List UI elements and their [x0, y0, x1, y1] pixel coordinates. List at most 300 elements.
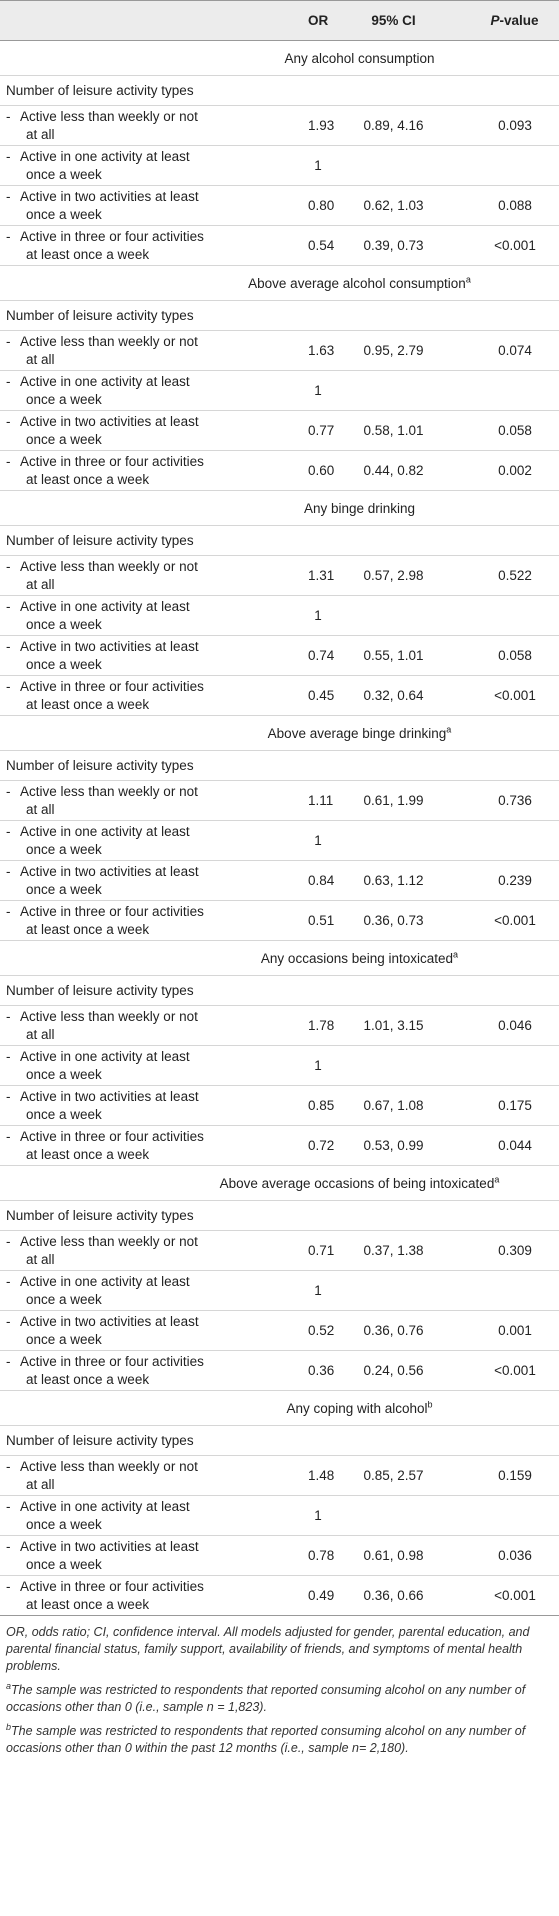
model-title-row	[0, 941, 559, 976]
row-dash: -	[6, 1578, 11, 1594]
odds-ratio-cell: 1	[266, 1046, 328, 1086]
table-row	[0, 781, 559, 821]
odds-ratio-cell: 0.77	[266, 411, 328, 451]
model-title-text: Any alcohol consumption	[284, 50, 435, 66]
table-row	[0, 901, 559, 941]
p-value-cell: 0.093	[459, 106, 559, 146]
table-row	[0, 1126, 559, 1166]
model-title-row	[0, 1166, 559, 1201]
table-row	[0, 1351, 559, 1391]
model-title-text: Any occasions being intoxicated	[260, 951, 454, 967]
p-value-cell: 0.046	[459, 1006, 559, 1046]
model-title	[286, 1401, 432, 1416]
confidence-interval-cell: 0.58, 1.01	[328, 411, 459, 451]
p-value-cell: 0.002	[459, 451, 559, 491]
p-value-cell	[459, 821, 559, 861]
table-row	[0, 1496, 559, 1536]
row-label	[0, 1271, 266, 1311]
row-label-line1	[6, 1233, 266, 1251]
row-label-line2: once a week	[26, 841, 102, 857]
row-dash: -	[6, 1353, 11, 1369]
row-label-line2: at all	[26, 576, 55, 592]
confidence-interval-cell: 0.89, 4.16	[328, 106, 459, 146]
row-label-line2: once a week	[26, 1516, 102, 1532]
p-value-cell: 0.044	[459, 1126, 559, 1166]
row-label-line1-text: Active in one activity at least	[20, 1048, 190, 1064]
table-body	[0, 41, 559, 1616]
row-label-line1-text: Active in two activities at least	[20, 1313, 199, 1329]
row-label-line1	[6, 678, 266, 696]
header-empty-cell	[0, 1, 266, 41]
row-group-label: Number of leisure activity types	[0, 76, 559, 106]
row-label	[0, 146, 266, 186]
row-label-line2: once a week	[26, 166, 102, 182]
model-title-cell	[0, 1391, 559, 1426]
p-value-cell: 0.309	[459, 1231, 559, 1271]
odds-ratio-cell: 1	[266, 596, 328, 636]
row-label	[0, 106, 266, 146]
model-title	[261, 951, 458, 966]
row-label-line1-text: Active in three or four activities	[20, 1353, 204, 1369]
p-value-cell	[459, 146, 559, 186]
row-label-line1-text: Active in three or four activities	[20, 453, 204, 469]
row-dash: -	[6, 678, 11, 694]
row-label-line1-text: Active less than weekly or not	[20, 108, 198, 124]
row-label-line1-text: Active in two activities at least	[20, 413, 199, 429]
row-label	[0, 451, 266, 491]
p-value-cell: 0.001	[459, 1311, 559, 1351]
model-title-row	[0, 491, 559, 526]
row-dash: -	[6, 1128, 11, 1144]
confidence-interval-cell: 0.57, 2.98	[328, 556, 459, 596]
table-row	[0, 226, 559, 266]
p-value-cell: 0.058	[459, 636, 559, 676]
confidence-interval-cell: 0.24, 0.56	[328, 1351, 459, 1391]
row-label	[0, 1086, 266, 1126]
row-label-line1	[6, 558, 266, 576]
table-row	[0, 596, 559, 636]
row-label-line1	[6, 1458, 266, 1476]
row-dash: -	[6, 783, 11, 799]
model-title-row	[0, 266, 559, 301]
row-label	[0, 636, 266, 676]
row-label	[0, 1006, 266, 1046]
row-label	[0, 596, 266, 636]
row-label-line2: once a week	[26, 1291, 102, 1307]
p-value-cell: 0.058	[459, 411, 559, 451]
row-dash: -	[6, 333, 11, 349]
odds-ratio-cell: 0.72	[266, 1126, 328, 1166]
confidence-interval-cell	[328, 146, 459, 186]
table-row	[0, 186, 559, 226]
row-dash: -	[6, 1233, 11, 1249]
header-p-value	[459, 1, 559, 41]
odds-ratio-cell: 0.51	[266, 901, 328, 941]
confidence-interval-cell: 0.62, 1.03	[328, 186, 459, 226]
confidence-interval-cell	[328, 821, 459, 861]
row-label-line1-text: Active less than weekly or not	[20, 558, 198, 574]
row-label-line1-text: Active in three or four activities	[20, 678, 204, 694]
row-label	[0, 1536, 266, 1576]
model-title-text: Any binge drinking	[303, 500, 416, 516]
table-footnotes	[0, 1616, 559, 1757]
footnote-b-mark: b	[6, 1722, 12, 1733]
row-label-line1-text: Active less than weekly or not	[20, 1008, 198, 1024]
confidence-interval-cell	[328, 1496, 459, 1536]
row-dash: -	[6, 1048, 11, 1064]
row-dash: -	[6, 638, 11, 654]
p-value-cell: 0.736	[459, 781, 559, 821]
confidence-interval-cell: 0.36, 0.73	[328, 901, 459, 941]
model-title-cell	[0, 41, 559, 76]
model-title-cell	[0, 941, 559, 976]
row-label	[0, 676, 266, 716]
header-p-italic: P	[490, 13, 500, 28]
confidence-interval-cell	[328, 371, 459, 411]
row-label-line2: once a week	[26, 1331, 102, 1347]
table-row	[0, 861, 559, 901]
row-label	[0, 331, 266, 371]
confidence-interval-cell: 0.61, 0.98	[328, 1536, 459, 1576]
p-value-cell: <0.001	[459, 901, 559, 941]
model-title-footnote-mark: b	[427, 1399, 433, 1410]
model-title-footnote-mark: a	[494, 1174, 500, 1185]
row-label-line1	[6, 903, 266, 921]
row-label-line2: once a week	[26, 656, 102, 672]
odds-ratio-cell: 1.48	[266, 1456, 328, 1496]
p-value-cell: <0.001	[459, 1351, 559, 1391]
confidence-interval-cell: 0.39, 0.73	[328, 226, 459, 266]
header-p-rest: -value	[499, 13, 539, 28]
model-title-text: Above average binge drinking	[267, 726, 447, 742]
row-label-line1	[6, 1008, 266, 1026]
row-label-line2: once a week	[26, 206, 102, 222]
row-group-label-row	[0, 976, 559, 1006]
row-label-line2: at least once a week	[26, 471, 150, 487]
row-label-line2: once a week	[26, 1106, 102, 1122]
row-label-line2: at all	[26, 126, 55, 142]
row-label	[0, 411, 266, 451]
row-dash: -	[6, 228, 11, 244]
row-label-line1-text: Active less than weekly or not	[20, 1458, 198, 1474]
row-label-line1-text: Active in three or four activities	[20, 1578, 204, 1594]
row-label-line1-text: Active in one activity at least	[20, 1498, 190, 1514]
row-label-line2: at least once a week	[26, 696, 150, 712]
row-label-line1-text: Active in two activities at least	[20, 863, 199, 879]
row-group-label: Number of leisure activity types	[0, 301, 559, 331]
row-group-label: Number of leisure activity types	[0, 751, 559, 781]
confidence-interval-cell: 0.85, 2.57	[328, 1456, 459, 1496]
odds-ratio-cell: 1.11	[266, 781, 328, 821]
odds-ratio-cell: 0.45	[266, 676, 328, 716]
odds-ratio-cell: 0.54	[266, 226, 328, 266]
confidence-interval-cell: 0.36, 0.66	[328, 1576, 459, 1616]
model-title-footnote-mark: a	[465, 274, 471, 285]
row-label-line2: at least once a week	[26, 1371, 150, 1387]
odds-ratio-cell: 0.84	[266, 861, 328, 901]
confidence-interval-cell: 0.95, 2.79	[328, 331, 459, 371]
row-label-line1-text: Active in one activity at least	[20, 1273, 190, 1289]
row-label-line1-text: Active in three or four activities	[20, 1128, 204, 1144]
row-label-line2: at all	[26, 801, 55, 817]
row-label-line2: once a week	[26, 1556, 102, 1572]
odds-ratio-cell: 1	[266, 821, 328, 861]
p-value-cell: 0.175	[459, 1086, 559, 1126]
table-row	[0, 1046, 559, 1086]
p-value-cell	[459, 1496, 559, 1536]
row-label-line1-text: Active in one activity at least	[20, 598, 190, 614]
row-label-line1	[6, 1273, 266, 1291]
row-label-line1	[6, 333, 266, 351]
confidence-interval-cell: 0.55, 1.01	[328, 636, 459, 676]
header-ci: 95% CI	[328, 1, 459, 41]
row-label-line1	[6, 783, 266, 801]
p-value-cell	[459, 371, 559, 411]
row-group-label-row	[0, 1426, 559, 1456]
row-label	[0, 1311, 266, 1351]
row-label-line1-text: Active in three or four activities	[20, 228, 204, 244]
footnote-b	[6, 1719, 553, 1757]
confidence-interval-cell: 0.61, 1.99	[328, 781, 459, 821]
odds-ratio-cell: 0.60	[266, 451, 328, 491]
odds-ratio-cell: 0.71	[266, 1231, 328, 1271]
table-row	[0, 821, 559, 861]
model-title	[220, 1176, 500, 1191]
row-dash: -	[6, 823, 11, 839]
row-label-line1	[6, 453, 266, 471]
odds-ratio-cell: 1.93	[266, 106, 328, 146]
odds-ratio-cell: 1.78	[266, 1006, 328, 1046]
table-row	[0, 106, 559, 146]
model-title	[284, 51, 434, 66]
footnote-a	[6, 1678, 553, 1716]
p-value-cell	[459, 596, 559, 636]
confidence-interval-cell: 0.67, 1.08	[328, 1086, 459, 1126]
table-row	[0, 636, 559, 676]
row-label-line2: at least once a week	[26, 921, 150, 937]
row-label-line1	[6, 1538, 266, 1556]
row-group-label: Number of leisure activity types	[0, 526, 559, 556]
row-dash: -	[6, 558, 11, 574]
row-group-label-row	[0, 526, 559, 556]
row-dash: -	[6, 373, 11, 389]
row-label-line1	[6, 188, 266, 206]
footnote-a-text: The sample was restricted to respondents that reported consuming alcohol on any number of occasions other than 0 (i.e., sample n = 1,823).	[6, 1683, 526, 1715]
model-title	[268, 726, 452, 741]
row-label	[0, 371, 266, 411]
model-title-cell	[0, 1166, 559, 1201]
row-label-line1-text: Active less than weekly or not	[20, 1233, 198, 1249]
model-title-cell	[0, 266, 559, 301]
table-row	[0, 1271, 559, 1311]
row-label	[0, 186, 266, 226]
p-value-cell: 0.159	[459, 1456, 559, 1496]
row-label	[0, 821, 266, 861]
odds-ratio-cell: 0.36	[266, 1351, 328, 1391]
row-label-line1	[6, 598, 266, 616]
p-value-cell	[459, 1046, 559, 1086]
table-row	[0, 411, 559, 451]
p-value-cell: <0.001	[459, 1576, 559, 1616]
model-title-text: Above average alcohol consumption	[248, 276, 466, 292]
footnote-a-mark: a	[6, 1681, 12, 1691]
row-label	[0, 781, 266, 821]
row-label-line1-text: Active in one activity at least	[20, 823, 190, 839]
row-dash: -	[6, 903, 11, 919]
table-row	[0, 1311, 559, 1351]
row-dash: -	[6, 1088, 11, 1104]
row-label-line2: once a week	[26, 881, 102, 897]
row-label-line1	[6, 1128, 266, 1146]
table-row	[0, 331, 559, 371]
row-label	[0, 1046, 266, 1086]
row-label-line1	[6, 638, 266, 656]
row-label-line2: once a week	[26, 431, 102, 447]
p-value-cell: 0.036	[459, 1536, 559, 1576]
confidence-interval-cell	[328, 1271, 459, 1311]
row-dash: -	[6, 598, 11, 614]
row-label-line1	[6, 1353, 266, 1371]
confidence-interval-cell: 1.01, 3.15	[328, 1006, 459, 1046]
row-label	[0, 861, 266, 901]
odds-ratio-cell: 1	[266, 371, 328, 411]
row-label	[0, 1456, 266, 1496]
model-title-text: Above average occasions of being intoxicated	[219, 1176, 495, 1192]
odds-ratio-cell: 0.74	[266, 636, 328, 676]
p-value-cell: <0.001	[459, 226, 559, 266]
confidence-interval-cell: 0.36, 0.76	[328, 1311, 459, 1351]
row-label	[0, 226, 266, 266]
row-dash: -	[6, 1273, 11, 1289]
confidence-interval-cell: 0.37, 1.38	[328, 1231, 459, 1271]
p-value-cell: 0.239	[459, 861, 559, 901]
model-title	[304, 501, 415, 516]
row-label-line1	[6, 108, 266, 126]
row-label-line2: at least once a week	[26, 246, 150, 262]
odds-ratio-cell: 0.49	[266, 1576, 328, 1616]
row-label-line2: once a week	[26, 391, 102, 407]
row-label-line2: at all	[26, 1476, 55, 1492]
odds-ratio-cell: 0.80	[266, 186, 328, 226]
footnote-main: OR, odds ratio; CI, confidence interval. All models adjusted for gender, parental education, and parental financial status, family support, availability of friends, and symptoms of mental health problems.	[6, 1625, 530, 1673]
row-label-line1-text: Active in one activity at least	[20, 148, 190, 164]
model-title-row	[0, 41, 559, 76]
row-label-line1-text: Active in two activities at least	[20, 1538, 199, 1554]
row-label-line1	[6, 1498, 266, 1516]
table-row	[0, 1231, 559, 1271]
model-title-text: Any coping with alcohol	[286, 1401, 428, 1417]
row-label-line2: at all	[26, 1026, 55, 1042]
odds-ratio-cell: 1	[266, 1271, 328, 1311]
model-title	[248, 276, 471, 291]
odds-ratio-cell: 1.63	[266, 331, 328, 371]
row-label-line2: at least once a week	[26, 1596, 150, 1612]
table-row	[0, 1456, 559, 1496]
p-value-cell: 0.088	[459, 186, 559, 226]
table-row	[0, 146, 559, 186]
table-row	[0, 1006, 559, 1046]
odds-ratio-cell: 0.52	[266, 1311, 328, 1351]
row-group-label-row	[0, 76, 559, 106]
row-label-line1	[6, 1088, 266, 1106]
p-value-cell	[459, 1271, 559, 1311]
confidence-interval-cell	[328, 596, 459, 636]
row-dash: -	[6, 108, 11, 124]
model-title-cell	[0, 716, 559, 751]
table-row	[0, 1536, 559, 1576]
row-label-line1	[6, 373, 266, 391]
confidence-interval-cell	[328, 1046, 459, 1086]
row-label-line1	[6, 863, 266, 881]
model-title-row	[0, 716, 559, 751]
row-label	[0, 901, 266, 941]
row-group-label: Number of leisure activity types	[0, 1201, 559, 1231]
p-value-cell: <0.001	[459, 676, 559, 716]
row-label-line2: once a week	[26, 1066, 102, 1082]
model-title-row	[0, 1391, 559, 1426]
header-or: OR	[266, 1, 328, 41]
row-label-line1-text: Active in two activities at least	[20, 638, 199, 654]
row-label	[0, 1496, 266, 1536]
table-row	[0, 556, 559, 596]
row-dash: -	[6, 1313, 11, 1329]
row-label-line2: at all	[26, 351, 55, 367]
row-label-line2: at all	[26, 1251, 55, 1267]
row-label-line1	[6, 1048, 266, 1066]
confidence-interval-cell: 0.63, 1.12	[328, 861, 459, 901]
row-dash: -	[6, 1538, 11, 1554]
table-row	[0, 1576, 559, 1616]
row-dash: -	[6, 188, 11, 204]
model-title-cell	[0, 491, 559, 526]
odds-ratio-cell: 0.85	[266, 1086, 328, 1126]
odds-ratio-cell: 1.31	[266, 556, 328, 596]
row-dash: -	[6, 1498, 11, 1514]
row-group-label-row	[0, 1201, 559, 1231]
row-label-line2: at least once a week	[26, 1146, 150, 1162]
row-label-line1-text: Active in two activities at least	[20, 1088, 199, 1104]
table-row	[0, 1086, 559, 1126]
row-label-line1	[6, 413, 266, 431]
confidence-interval-cell: 0.53, 0.99	[328, 1126, 459, 1166]
confidence-interval-cell: 0.44, 0.82	[328, 451, 459, 491]
row-label-line1	[6, 1578, 266, 1596]
odds-ratio-cell: 0.78	[266, 1536, 328, 1576]
row-label	[0, 1576, 266, 1616]
row-label-line1-text: Active less than weekly or not	[20, 783, 198, 799]
row-dash: -	[6, 148, 11, 164]
row-label-line1-text: Active in three or four activities	[20, 903, 204, 919]
row-label	[0, 1126, 266, 1166]
model-title-footnote-mark: a	[446, 724, 452, 735]
row-group-label: Number of leisure activity types	[0, 976, 559, 1006]
row-dash: -	[6, 863, 11, 879]
row-dash: -	[6, 1458, 11, 1474]
row-dash: -	[6, 413, 11, 429]
row-label-line1-text: Active less than weekly or not	[20, 333, 198, 349]
table-row	[0, 371, 559, 411]
table-row	[0, 676, 559, 716]
confidence-interval-cell: 0.32, 0.64	[328, 676, 459, 716]
row-label-line1-text: Active in one activity at least	[20, 373, 190, 389]
odds-ratio-cell: 1	[266, 146, 328, 186]
model-title-footnote-mark: a	[453, 949, 459, 960]
odds-ratio-cell: 1	[266, 1496, 328, 1536]
row-label-line2: once a week	[26, 616, 102, 632]
row-group-label: Number of leisure activity types	[0, 1426, 559, 1456]
row-dash: -	[6, 453, 11, 469]
row-group-label-row	[0, 301, 559, 331]
